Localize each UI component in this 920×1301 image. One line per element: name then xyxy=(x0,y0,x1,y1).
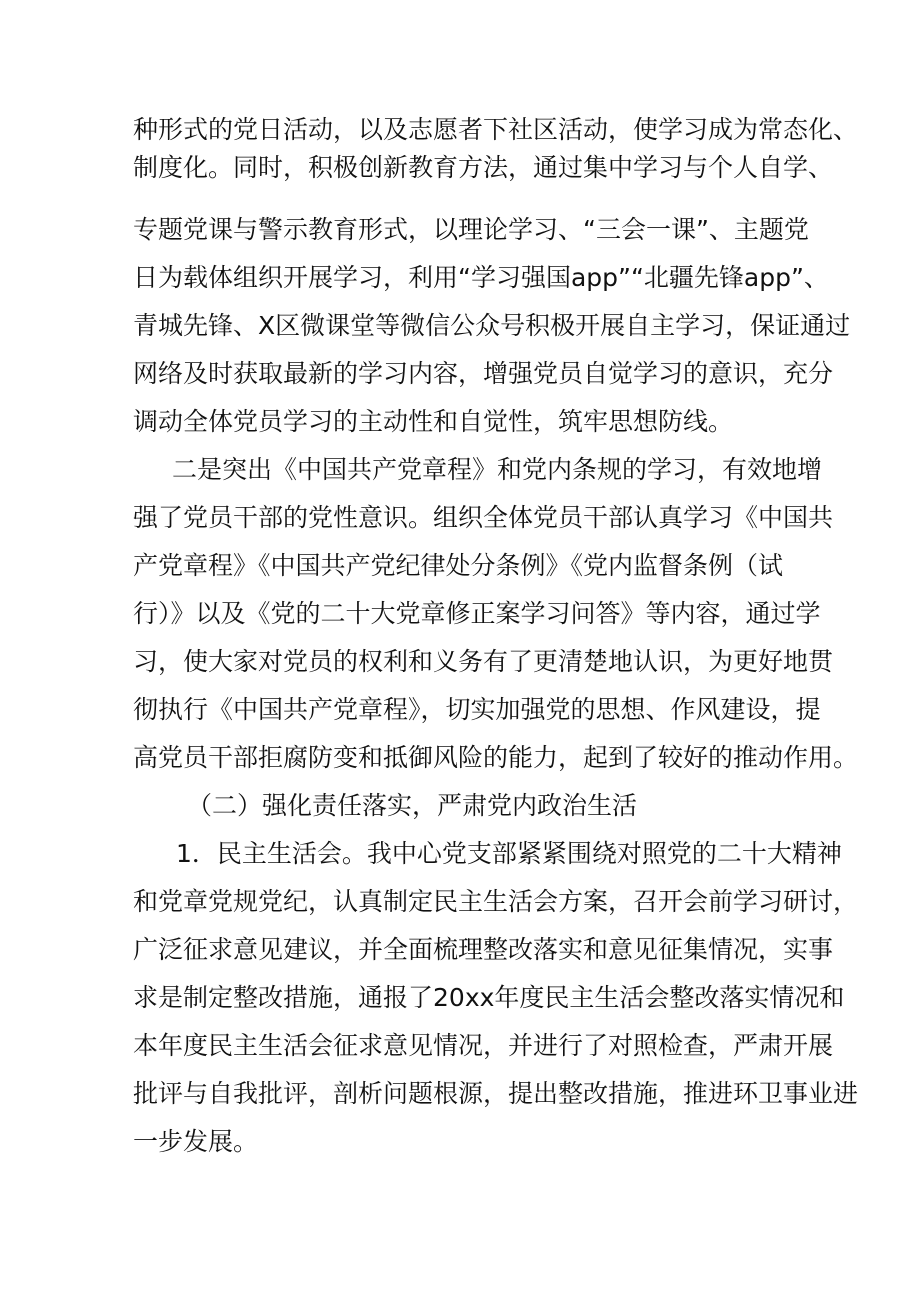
paragraph-3-line-3: 广泛征求意见建议，并全面梳理整改落实和意见征集情况，实事 xyxy=(133,935,834,964)
paragraph-2-line-3: 产党章程》《中国共产党纪律处分条例》《党内监督条例（试 xyxy=(133,551,784,580)
paragraph-2-line-5: 习，使大家对党员的权利和义务有了更清楚地认识，为更好地贯 xyxy=(133,647,834,676)
paragraph-1-line-4: 日为载体组织开展学习，利用“学习强国app”“北疆先锋app”、 xyxy=(133,263,829,292)
section-heading: （二）强化责任落实，严肃党内政治生活 xyxy=(187,791,638,820)
paragraph-2-line-2: 强了党员干部的党性意识。组织全体党员干部认真学习《中国共 xyxy=(133,503,834,532)
paragraph-2-line-4: 行）》以及《党的二十大党章修正案学习问答》等内容，通过学 xyxy=(133,599,821,628)
paragraph-1-line-7: 调动全体党员学习的主动性和自觉性，筑牢思想防线。 xyxy=(133,407,734,436)
paragraph-3-line-7: 一步发展。 xyxy=(133,1127,259,1156)
paragraph-3-line-2: 和党章党规党纪，认真制定民主生活会方案，召开会前学习研讨， xyxy=(133,887,859,916)
paragraph-2-line-7: 高党员干部拒腐防变和抵御风险的能力，起到了较好的推动作用。 xyxy=(133,743,859,772)
paragraph-3-line-4: 求是制定整改措施，通报了20xx年度民主生活会整改落实情况和 xyxy=(133,983,845,1012)
paragraph-2-line-1: 二是突出《中国共产党章程》和党内条规的学习，有效地增 xyxy=(172,455,823,484)
paragraph-1-line-6: 网络及时获取最新的学习内容，增强党员自觉学习的意识，充分 xyxy=(133,359,834,388)
paragraph-2-line-6: 彻执行《中国共产党章程》，切实加强党的思想、作风建设，提 xyxy=(133,695,821,724)
paragraph-3-line-5: 本年度民主生活会征求意见情况，并进行了对照检查，严肃开展 xyxy=(133,1031,834,1060)
paragraph-1-line-3: 专题党课与警示教育形式，以理论学习、“三会一课”、主题党 xyxy=(133,215,809,244)
paragraph-1-line-5: 青城先锋、X区微课堂等微信公众号积极开展自主学习，保证通过 xyxy=(133,311,851,340)
paragraph-1-line-1: 种形式的党日活动，以及志愿者下社区活动，使学习成为常态化、 xyxy=(133,115,859,144)
paragraph-1-line-2: 制度化。同时，积极创新教育方法，通过集中学习与个人自学、 xyxy=(133,153,834,182)
paragraph-3-line-1: 1．民主生活会。我中心党支部紧紧围绕对照党的二十大精神 xyxy=(176,839,842,868)
paragraph-3-line-6: 批评与自我批评，剖析问题根源，提出整改措施，推进环卫事业进 xyxy=(133,1079,859,1108)
